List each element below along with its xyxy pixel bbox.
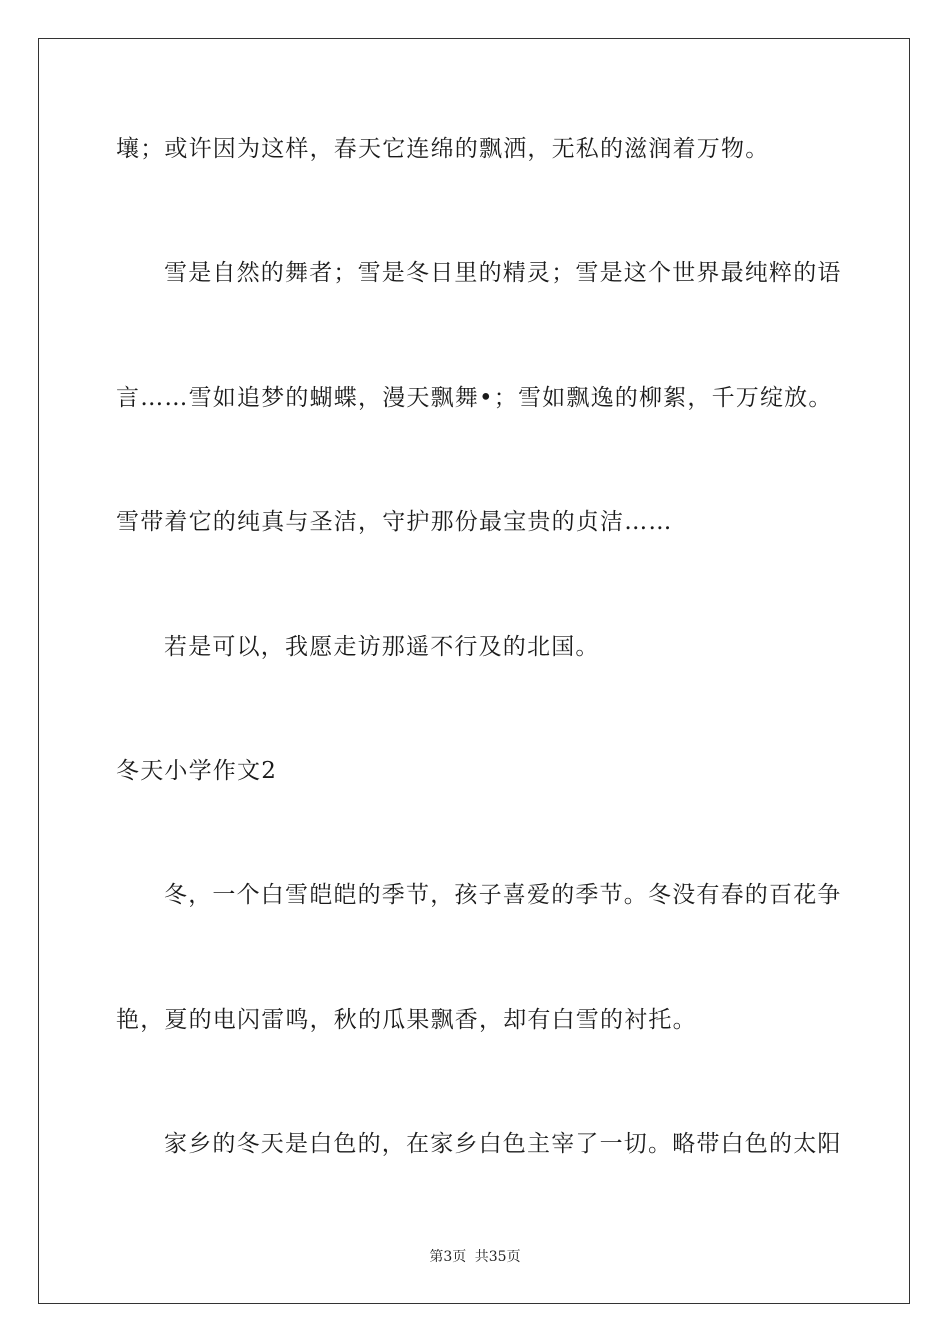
page-border: [38, 38, 910, 1304]
body-line-8: 艳，夏的电闪雷鸣，秋的瓜果飘香，却有白雪的衬托。: [116, 1007, 697, 1033]
total-pages: 共35页: [474, 1249, 521, 1265]
body-line-4: 雪带着它的纯真与圣洁，守护那份最宝贵的贞洁……: [116, 509, 673, 535]
body-line-1: 壤；或许因为这样，春天它连绵的飘洒，无私的滋润着万物。: [116, 136, 770, 162]
body-line-5: 若是可以，我愿走访那遥不行及的北国。: [164, 634, 600, 660]
page-number: 第3页: [429, 1249, 467, 1265]
body-line-3: 言……雪如追梦的蝴蝶，漫天飘舞•；雪如飘逸的柳絮，千万绽放。: [116, 385, 833, 411]
body-line-2: 雪是自然的舞者；雪是冬日里的精灵；雪是这个世界最纯粹的语: [164, 260, 842, 286]
body-line-9: 家乡的冬天是白色的，在家乡白色主宰了一切。略带白色的太阳: [164, 1131, 842, 1157]
section-heading: 冬天小学作文2: [116, 758, 278, 784]
body-line-7: 冬，一个白雪皑皑的季节，孩子喜爱的季节。冬没有春的百花争: [164, 882, 842, 908]
page-footer: [0, 1246, 950, 1266]
